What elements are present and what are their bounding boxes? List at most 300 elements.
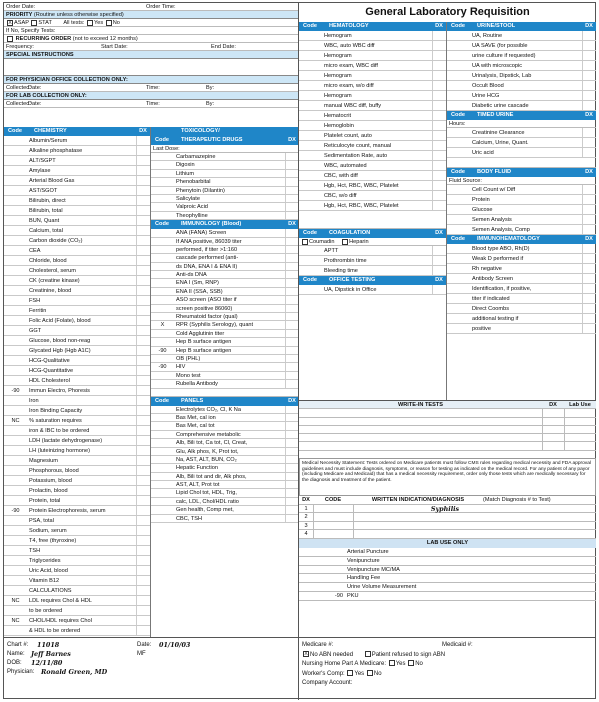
hematology-item-code[interactable] — [299, 31, 322, 40]
immunology-item-code[interactable] — [151, 330, 174, 337]
panel-item-dx[interactable] — [285, 439, 299, 446]
immunohematology-item-dx[interactable] — [582, 314, 596, 323]
all-tests-yes-checkbox[interactable] — [87, 20, 93, 26]
write-in-lab-cell[interactable] — [564, 434, 596, 441]
immunohematology-item-row[interactable] — [447, 274, 596, 284]
panel-item-row[interactable] — [151, 439, 299, 447]
chemistry-item-dx[interactable] — [136, 456, 150, 465]
write-in-test-cell[interactable] — [299, 442, 542, 449]
chemistry-item-row[interactable] — [4, 576, 150, 586]
chemistry-item-code[interactable]: NC — [11, 618, 20, 624]
chemistry-item-row[interactable] — [4, 346, 150, 356]
write-in-test-cell[interactable] — [299, 418, 542, 425]
lab-use-row[interactable] — [299, 548, 596, 557]
immunology-item-dx[interactable] — [285, 271, 299, 278]
chemistry-item-dx[interactable] — [136, 606, 150, 615]
lab-use-code[interactable]: -90 — [334, 592, 343, 599]
chemistry-item-dx[interactable] — [136, 616, 150, 625]
coagulation-item-row[interactable] — [299, 266, 446, 276]
panel-item-dx[interactable] — [285, 506, 299, 513]
chemistry-item-dx[interactable] — [136, 186, 150, 195]
chemistry-item-dx[interactable] — [136, 626, 150, 635]
chemistry-item-dx[interactable] — [136, 136, 150, 145]
chemistry-item-code[interactable] — [4, 496, 27, 505]
urine-item-code[interactable] — [447, 61, 470, 70]
tox-item-dx[interactable] — [285, 170, 299, 177]
hematology-item-dx[interactable] — [432, 161, 446, 170]
body-fluid-item-code[interactable] — [447, 195, 470, 204]
hematology-item-dx[interactable] — [432, 81, 446, 90]
chemistry-item-row[interactable] — [4, 616, 150, 626]
immunohematology-item-code[interactable] — [447, 274, 470, 283]
body-fluid-item-dx[interactable] — [582, 195, 596, 204]
immunohematology-item-code[interactable] — [447, 314, 470, 323]
write-in-row[interactable] — [299, 434, 596, 442]
tox-item-code[interactable] — [151, 170, 174, 177]
chemistry-item-code[interactable] — [4, 466, 27, 475]
immunology-item-row[interactable] — [151, 338, 299, 346]
chemistry-item-code[interactable] — [4, 586, 27, 595]
chemistry-item-dx[interactable] — [136, 326, 150, 335]
urine-item-code[interactable] — [447, 101, 470, 110]
chemistry-item-code[interactable] — [4, 376, 27, 385]
nursing-no-checkbox[interactable] — [408, 660, 414, 666]
immunology-item-code[interactable] — [151, 238, 174, 245]
hematology-item-row[interactable] — [299, 31, 446, 41]
chemistry-item-row[interactable] — [4, 446, 150, 456]
panel-item-dx[interactable] — [285, 481, 299, 488]
panel-item-row[interactable] — [151, 473, 299, 481]
panel-item-code[interactable] — [151, 456, 174, 463]
hematology-item-dx[interactable] — [432, 171, 446, 180]
immunology-item-code[interactable] — [151, 279, 174, 286]
nursing-yes-checkbox[interactable] — [389, 660, 395, 666]
immunology-item-row[interactable] — [151, 355, 299, 363]
body-fluid-item-dx[interactable] — [582, 205, 596, 214]
hematology-item-code[interactable] — [299, 41, 322, 50]
chemistry-item-code[interactable] — [4, 336, 27, 345]
chemistry-item-dx[interactable] — [136, 596, 150, 605]
chemistry-item-row[interactable] — [4, 586, 150, 596]
body-fluid-item-row[interactable] — [447, 225, 596, 235]
chemistry-item-row[interactable] — [4, 266, 150, 276]
tox-item-code[interactable] — [151, 195, 174, 202]
diagnosis-row[interactable] — [299, 522, 596, 531]
chemistry-item-code[interactable] — [4, 606, 27, 615]
hematology-item-dx[interactable] — [432, 191, 446, 200]
chemistry-item-dx[interactable] — [136, 516, 150, 525]
hematology-item-code[interactable] — [299, 81, 322, 90]
hematology-item-dx[interactable] — [432, 201, 446, 210]
hematology-item-dx[interactable] — [432, 111, 446, 120]
body-fluid-item-code[interactable] — [447, 215, 470, 224]
write-in-row[interactable] — [299, 418, 596, 426]
immunology-item-row[interactable] — [151, 347, 299, 355]
immunology-item-row[interactable] — [151, 363, 299, 371]
last-dose-label[interactable]: Last Dose: — [151, 145, 299, 153]
chemistry-item-dx[interactable] — [136, 226, 150, 235]
chemistry-item-code[interactable] — [4, 286, 27, 295]
chemistry-item-code[interactable] — [4, 436, 27, 445]
urine-item-code[interactable] — [447, 71, 470, 80]
tox-item-dx[interactable] — [285, 153, 299, 160]
immunohematology-item-code[interactable] — [447, 244, 470, 253]
hematology-item-code[interactable] — [299, 191, 322, 200]
timed-urine-item-code[interactable] — [447, 148, 470, 157]
chemistry-item-dx[interactable] — [136, 236, 150, 245]
timed-urine-item-code[interactable] — [447, 138, 470, 147]
panel-item-dx[interactable] — [285, 414, 299, 421]
hematology-item-dx[interactable] — [432, 91, 446, 100]
panel-item-row[interactable] — [151, 515, 299, 523]
immunology-item-row[interactable] — [151, 263, 299, 271]
chemistry-item-code[interactable] — [4, 296, 27, 305]
chemistry-item-row[interactable] — [4, 556, 150, 566]
panel-item-dx[interactable] — [285, 431, 299, 438]
coagulation-item-code[interactable] — [299, 246, 322, 255]
immunology-item-row[interactable] — [151, 288, 299, 296]
chemistry-item-dx[interactable] — [136, 306, 150, 315]
immunohematology-item-dx[interactable] — [582, 244, 596, 253]
chemistry-item-row[interactable] — [4, 316, 150, 326]
chemistry-item-row[interactable] — [4, 256, 150, 266]
tox-item-code[interactable] — [151, 161, 174, 168]
panel-item-dx[interactable] — [285, 422, 299, 429]
panel-item-dx[interactable] — [285, 473, 299, 480]
lab-use-row[interactable] — [299, 566, 596, 575]
chemistry-item-code[interactable] — [4, 266, 27, 275]
chemistry-item-dx[interactable] — [136, 486, 150, 495]
immunohematology-item-dx[interactable] — [582, 294, 596, 303]
chemistry-item-code[interactable] — [4, 176, 27, 185]
chemistry-item-row[interactable] — [4, 356, 150, 366]
panel-item-row[interactable] — [151, 448, 299, 456]
lab-use-code[interactable] — [299, 557, 347, 565]
tox-item-row[interactable] — [151, 170, 299, 178]
write-in-dx-cell[interactable] — [542, 434, 564, 441]
diagnosis-text[interactable]: Syphilis — [353, 505, 596, 513]
panel-item-row[interactable] — [151, 498, 299, 506]
immunohematology-item-row[interactable] — [447, 324, 596, 334]
diagnosis-code[interactable] — [313, 530, 353, 538]
panel-item-dx[interactable] — [285, 464, 299, 471]
chemistry-item-row[interactable] — [4, 136, 150, 146]
write-in-row[interactable] — [299, 426, 596, 434]
chemistry-item-row[interactable] — [4, 366, 150, 376]
tox-item-code[interactable] — [151, 178, 174, 185]
chemistry-item-dx[interactable] — [136, 296, 150, 305]
chemistry-item-row[interactable] — [4, 186, 150, 196]
chemistry-item-dx[interactable] — [136, 446, 150, 455]
chemistry-item-dx[interactable] — [136, 466, 150, 475]
hematology-item-row[interactable] — [299, 81, 446, 91]
write-in-lab-cell[interactable] — [564, 442, 596, 449]
hematology-item-row[interactable] — [299, 131, 446, 141]
panel-item-row[interactable] — [151, 456, 299, 464]
asap-checkbox[interactable]: X — [8, 19, 12, 26]
panel-item-row[interactable] — [151, 414, 299, 422]
immunology-item-code[interactable] — [151, 355, 174, 362]
panel-item-code[interactable] — [151, 464, 174, 471]
immunohematology-item-code[interactable] — [447, 294, 470, 303]
chemistry-item-code[interactable] — [4, 156, 27, 165]
immunohematology-item-row[interactable] — [447, 284, 596, 294]
panel-item-code[interactable] — [151, 515, 174, 522]
chemistry-item-row[interactable] — [4, 406, 150, 416]
panel-item-row[interactable] — [151, 464, 299, 472]
chemistry-item-dx[interactable] — [136, 476, 150, 485]
chemistry-item-dx[interactable] — [136, 546, 150, 555]
chemistry-item-dx[interactable] — [136, 406, 150, 415]
tox-item-dx[interactable] — [285, 187, 299, 194]
no-abn-checkbox[interactable]: X — [304, 650, 308, 657]
chemistry-item-dx[interactable] — [136, 216, 150, 225]
tox-item-code[interactable] — [151, 153, 174, 160]
chemistry-item-code[interactable] — [4, 446, 27, 455]
chemistry-item-code[interactable] — [4, 306, 27, 315]
write-in-test-cell[interactable] — [299, 434, 542, 441]
chemistry-item-row[interactable] — [4, 466, 150, 476]
write-in-dx-cell[interactable] — [542, 426, 564, 433]
immunohematology-item-code[interactable] — [447, 304, 470, 313]
chemistry-item-dx[interactable] — [136, 526, 150, 535]
lab-use-row[interactable] — [299, 583, 596, 592]
chemistry-item-code[interactable]: NC — [11, 418, 20, 424]
panel-item-code[interactable] — [151, 406, 174, 413]
chemistry-item-row[interactable] — [4, 326, 150, 336]
all-tests-no-checkbox[interactable] — [106, 20, 112, 26]
write-in-test-cell[interactable] — [299, 426, 542, 433]
dob-value[interactable]: 12/11/80 — [31, 659, 63, 667]
hematology-item-row[interactable] — [299, 121, 446, 131]
panel-item-code[interactable] — [151, 498, 174, 505]
chemistry-item-code[interactable] — [4, 396, 27, 405]
immunohematology-item-dx[interactable] — [582, 304, 596, 313]
chemistry-item-dx[interactable] — [136, 356, 150, 365]
immunology-item-row[interactable] — [151, 330, 299, 338]
chart-value[interactable]: 11018 — [37, 641, 60, 649]
heparin-checkbox[interactable] — [342, 239, 348, 245]
chemistry-item-row[interactable] — [4, 416, 150, 426]
chemistry-item-row[interactable] — [4, 426, 150, 436]
immunohematology-item-code[interactable] — [447, 254, 470, 263]
chemistry-item-row[interactable] — [4, 606, 150, 616]
office-testing-item-dx[interactable] — [432, 285, 446, 294]
urine-item-code[interactable] — [447, 41, 470, 50]
chemistry-item-code[interactable] — [4, 166, 27, 175]
chemistry-item-row[interactable] — [4, 506, 150, 516]
hematology-item-code[interactable] — [299, 181, 322, 190]
panel-item-dx[interactable] — [285, 456, 299, 463]
tox-item-code[interactable] — [151, 203, 174, 210]
urine-item-dx[interactable] — [582, 51, 596, 60]
immunology-item-dx[interactable] — [285, 263, 299, 270]
chemistry-item-row[interactable] — [4, 236, 150, 246]
panel-item-code[interactable] — [151, 481, 174, 488]
urine-item-dx[interactable] — [582, 41, 596, 50]
chemistry-item-row[interactable] — [4, 566, 150, 576]
hematology-item-code[interactable] — [299, 141, 322, 150]
chemistry-item-code[interactable] — [4, 456, 27, 465]
chemistry-item-code[interactable] — [4, 206, 27, 215]
hours-label[interactable]: Hours: — [447, 120, 596, 128]
immunology-item-dx[interactable] — [285, 229, 299, 236]
chemistry-item-code[interactable] — [4, 136, 27, 145]
hematology-item-code[interactable] — [299, 171, 322, 180]
hematology-item-row[interactable] — [299, 181, 446, 191]
panel-item-code[interactable] — [151, 422, 174, 429]
name-value[interactable]: Jeff Barnes — [31, 650, 71, 658]
tox-item-dx[interactable] — [285, 195, 299, 202]
tox-item-dx[interactable] — [285, 161, 299, 168]
chemistry-item-dx[interactable] — [136, 496, 150, 505]
refused-abn-checkbox[interactable] — [365, 651, 371, 657]
chemistry-item-row[interactable] — [4, 516, 150, 526]
immunology-item-row[interactable] — [151, 271, 299, 279]
immunology-item-row[interactable] — [151, 246, 299, 254]
immunology-item-code[interactable] — [151, 263, 174, 270]
chemistry-item-row[interactable] — [4, 476, 150, 486]
chemistry-item-code[interactable]: -90 — [11, 388, 20, 394]
immunology-item-code[interactable]: X — [160, 322, 165, 329]
hematology-item-code[interactable] — [299, 201, 322, 210]
coagulation-item-code[interactable] — [299, 266, 322, 275]
hematology-item-dx[interactable] — [432, 141, 446, 150]
diagnosis-row[interactable] — [299, 530, 596, 539]
chemistry-item-row[interactable] — [4, 486, 150, 496]
hematology-item-row[interactable] — [299, 91, 446, 101]
panel-item-code[interactable] — [151, 506, 174, 513]
immunology-item-code[interactable] — [151, 372, 174, 379]
chemistry-item-dx[interactable] — [136, 346, 150, 355]
immunology-item-dx[interactable] — [285, 372, 299, 379]
coagulation-item-dx[interactable] — [432, 266, 446, 275]
hematology-item-row[interactable] — [299, 201, 446, 211]
chemistry-item-row[interactable] — [4, 156, 150, 166]
panel-item-code[interactable] — [151, 489, 174, 496]
tox-item-dx[interactable] — [285, 203, 299, 210]
body-fluid-item-code[interactable] — [447, 205, 470, 214]
chemistry-item-code[interactable] — [4, 406, 27, 415]
immunology-item-dx[interactable] — [285, 321, 299, 328]
urine-item-row[interactable] — [447, 31, 596, 41]
tox-item-row[interactable] — [151, 153, 299, 161]
panel-item-dx[interactable] — [285, 406, 299, 413]
lab-use-code[interactable] — [299, 548, 347, 556]
immunology-item-dx[interactable] — [285, 355, 299, 362]
hematology-item-dx[interactable] — [432, 71, 446, 80]
chemistry-item-row[interactable] — [4, 396, 150, 406]
chemistry-item-code[interactable] — [4, 326, 27, 335]
immunology-item-dx[interactable] — [285, 279, 299, 286]
chemistry-item-dx[interactable] — [136, 286, 150, 295]
timed-urine-item-row[interactable] — [447, 128, 596, 138]
chemistry-item-dx[interactable] — [136, 556, 150, 565]
tox-item-code[interactable] — [151, 187, 174, 194]
chemistry-item-code[interactable] — [4, 516, 27, 525]
chemistry-item-dx[interactable] — [136, 366, 150, 375]
tox-item-code[interactable] — [151, 212, 174, 219]
chemistry-item-dx[interactable] — [136, 256, 150, 265]
urine-item-dx[interactable] — [582, 101, 596, 110]
immunohematology-item-row[interactable] — [447, 264, 596, 274]
write-in-lab-cell[interactable] — [564, 409, 596, 416]
immunology-item-row[interactable] — [151, 296, 299, 304]
panel-item-dx[interactable] — [285, 498, 299, 505]
tox-item-row[interactable] — [151, 187, 299, 195]
hematology-item-row[interactable] — [299, 191, 446, 201]
hematology-item-dx[interactable] — [432, 51, 446, 60]
chemistry-item-code[interactable] — [4, 546, 27, 555]
chemistry-item-row[interactable] — [4, 146, 150, 156]
write-in-row[interactable] — [299, 409, 596, 417]
chemistry-item-dx[interactable] — [136, 426, 150, 435]
body-fluid-item-dx[interactable] — [582, 225, 596, 234]
chemistry-item-dx[interactable] — [136, 146, 150, 155]
write-in-test-cell[interactable] — [299, 409, 542, 416]
body-fluid-item-dx[interactable] — [582, 215, 596, 224]
hematology-item-dx[interactable] — [432, 61, 446, 70]
immunohematology-item-dx[interactable] — [582, 284, 596, 293]
immunohematology-item-dx[interactable] — [582, 254, 596, 263]
chemistry-item-code[interactable] — [4, 366, 27, 375]
immunology-item-dx[interactable] — [285, 296, 299, 303]
chemistry-item-code[interactable] — [4, 186, 27, 195]
hematology-item-row[interactable] — [299, 161, 446, 171]
chemistry-item-dx[interactable] — [136, 436, 150, 445]
hematology-item-code[interactable] — [299, 161, 322, 170]
chemistry-item-code[interactable] — [4, 196, 27, 205]
chemistry-item-row[interactable] — [4, 246, 150, 256]
panel-item-code[interactable] — [151, 414, 174, 421]
urine-item-row[interactable] — [447, 81, 596, 91]
immunology-item-row[interactable] — [151, 254, 299, 262]
chemistry-item-code[interactable] — [4, 526, 27, 535]
coagulation-item-row[interactable] — [299, 256, 446, 266]
chemistry-item-row[interactable] — [4, 306, 150, 316]
immunology-item-dx[interactable] — [285, 246, 299, 253]
chemistry-item-code[interactable] — [4, 146, 27, 155]
hematology-item-dx[interactable] — [432, 31, 446, 40]
urine-item-row[interactable] — [447, 61, 596, 71]
tox-item-row[interactable] — [151, 195, 299, 203]
immunology-item-row[interactable] — [151, 372, 299, 380]
coagulation-item-dx[interactable] — [432, 256, 446, 265]
immunohematology-item-row[interactable] — [447, 254, 596, 264]
immunology-item-code[interactable] — [151, 296, 174, 303]
timed-urine-item-code[interactable] — [447, 128, 470, 137]
chemistry-item-row[interactable] — [4, 176, 150, 186]
chemistry-item-dx[interactable] — [136, 196, 150, 205]
chemistry-item-code[interactable] — [4, 426, 27, 435]
chemistry-item-dx[interactable] — [136, 276, 150, 285]
chemistry-item-dx[interactable] — [136, 386, 150, 395]
immunology-item-dx[interactable] — [285, 305, 299, 312]
sex-field[interactable]: MF — [137, 651, 146, 657]
write-in-dx-cell[interactable] — [542, 442, 564, 449]
immunohematology-item-code[interactable] — [447, 264, 470, 273]
body-fluid-item-row[interactable] — [447, 205, 596, 215]
hematology-item-dx[interactable] — [432, 101, 446, 110]
immunology-item-dx[interactable] — [285, 313, 299, 320]
panel-item-dx[interactable] — [285, 448, 299, 455]
panel-item-code[interactable] — [151, 439, 174, 446]
office-testing-item-code[interactable] — [299, 285, 322, 294]
chemistry-item-row[interactable] — [4, 536, 150, 546]
immunology-item-dx[interactable] — [285, 288, 299, 295]
panel-item-code[interactable] — [151, 431, 174, 438]
immunology-item-dx[interactable] — [285, 338, 299, 345]
